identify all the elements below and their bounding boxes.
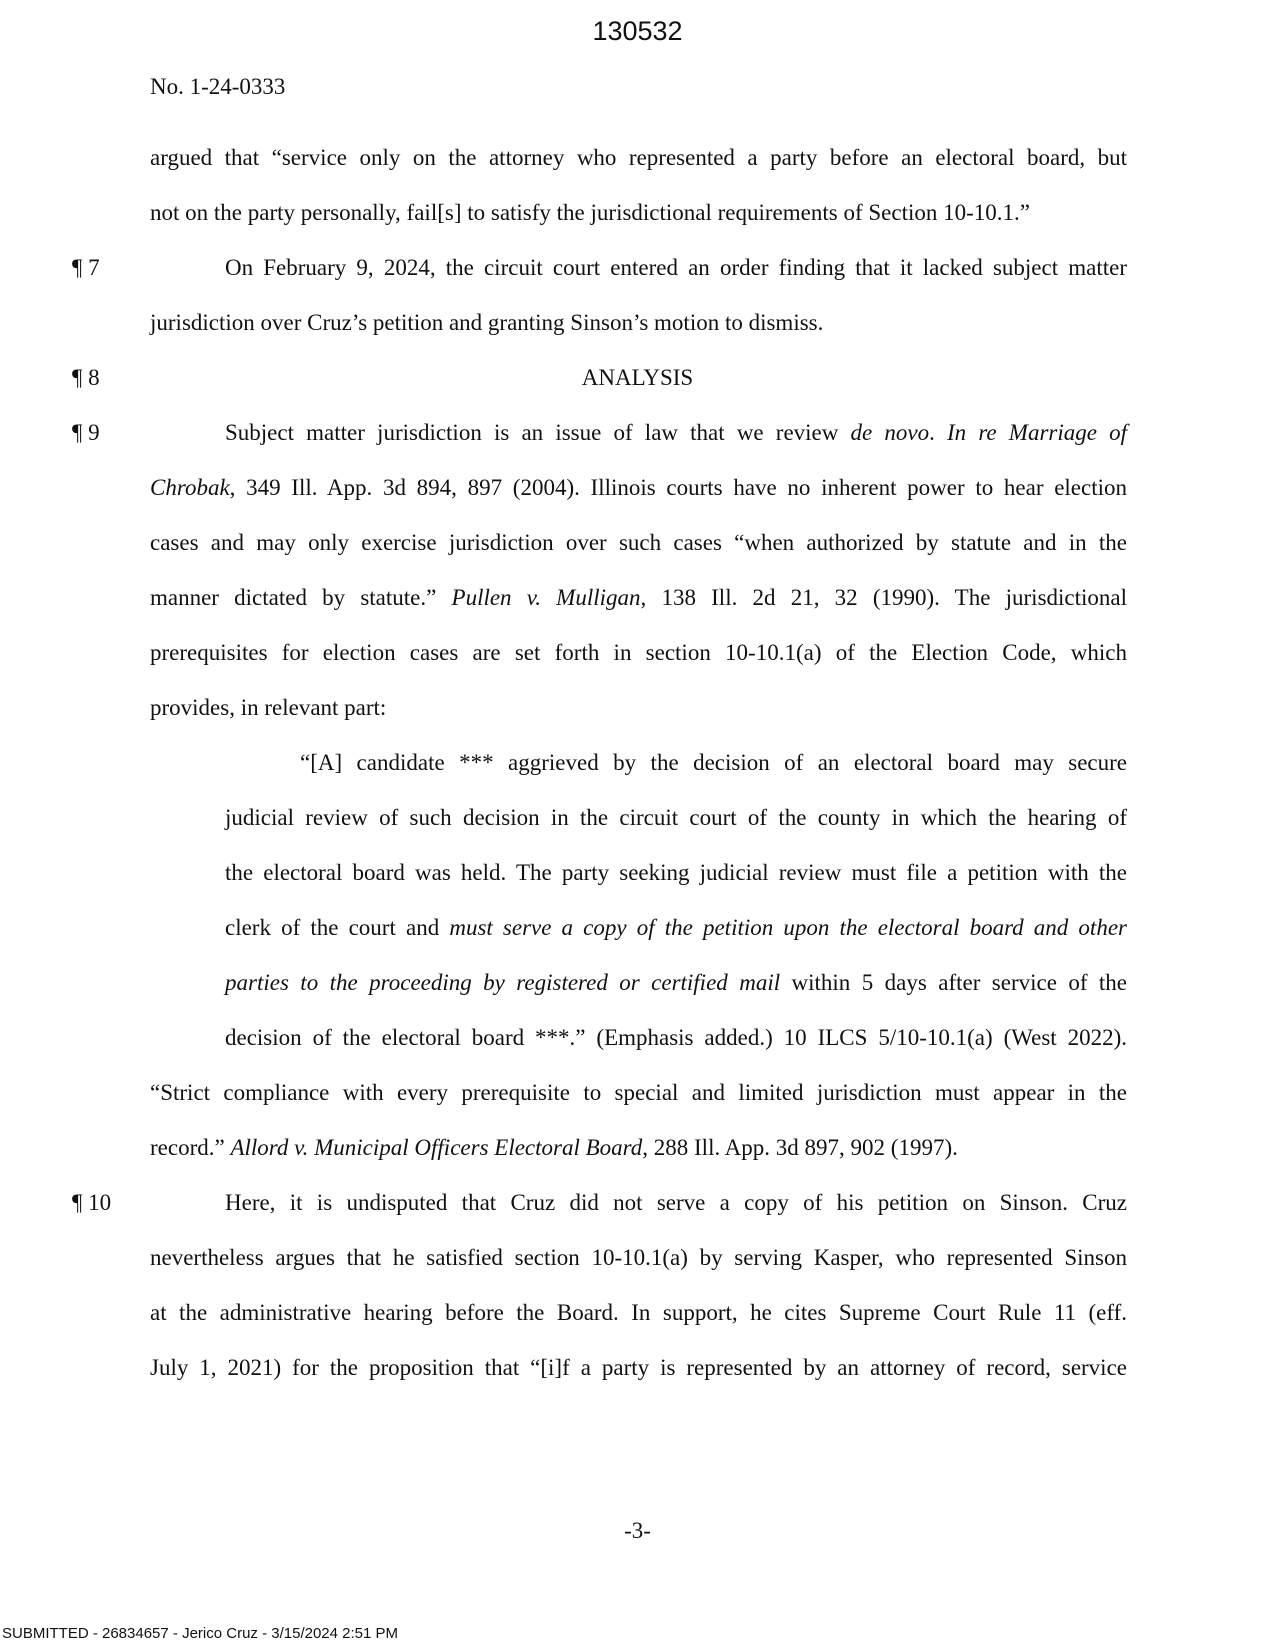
p9-line-8: record.” Allord v. Municipal Officers Electoral Board, 288 Ill. App. 3d 897, 902 (1997). bbox=[150, 1135, 958, 1160]
filing-stamp-number: 130532 bbox=[592, 16, 683, 46]
emphasized-text: must serve a copy of the petition upon the electoral board and other bbox=[449, 915, 1127, 940]
quote-line-1: “[A] candidate *** aggrieved by the decision of an electoral board may secure bbox=[300, 750, 1127, 775]
case-citation: Pullen v. Mulligan bbox=[451, 585, 641, 610]
quote-line-5: parties to the proceeding by registered or certified mail within 5 days after service of the bbox=[225, 970, 1128, 995]
p9-line-7: “Strict compliance with every prerequisite to special and limited jurisdiction must appear in the bbox=[150, 1080, 1127, 1105]
case-citation: Allord v. Municipal Officers Electoral Board bbox=[230, 1135, 643, 1160]
paragraph-number-9: ¶ 9 bbox=[72, 420, 100, 445]
p9-line-6: provides, in relevant part: bbox=[150, 695, 387, 720]
page-number: -3- bbox=[624, 1518, 651, 1543]
quote-line-2: judicial review of such decision in the circuit court of the county in which the hearing of bbox=[225, 805, 1127, 830]
paragraph-number-7: ¶ 7 bbox=[72, 255, 100, 280]
p10-line-3: at the administrative hearing before the Board. In support, he cites Supreme Court Rule 11 (eff. bbox=[150, 1300, 1127, 1325]
quote-line-3: the electoral board was held. The party seeking judicial review must file a petition with the bbox=[225, 860, 1127, 885]
p7-line-1: On February 9, 2024, the circuit court entered an order finding that it lacked subject matter bbox=[225, 255, 1127, 280]
case-citation: In re Marriage of bbox=[947, 420, 1127, 445]
p9-line-1: Subject matter jurisdiction is an issue of law that we review de novo. In re Marriage of bbox=[225, 420, 1127, 445]
p9-line-2: Chrobak, 349 Ill. App. 3d 894, 897 (2004). Illinois courts have no inherent power to hear election bbox=[150, 475, 1127, 500]
case-citation: Chrobak bbox=[150, 475, 230, 500]
quote-line-6: decision of the electoral board ***.” (Emphasis added.) 10 ILCS 5/10-10.1(a) (West 2022). bbox=[225, 1025, 1127, 1050]
emphasized-text: parties to the proceeding by registered or certified mail bbox=[225, 970, 781, 995]
p9-line-5: prerequisites for election cases are set forth in section 10-10.1(a) of the Election Code, which bbox=[150, 640, 1127, 665]
p6-line-1: argued that “service only on the attorney who represented a party before an electoral board, but bbox=[150, 145, 1127, 170]
p9-line-4: manner dictated by statute.” Pullen v. Mulligan, 138 Ill. 2d 21, 32 (1990). The jurisdictional bbox=[150, 585, 1127, 610]
paragraph-number-10: ¶ 10 bbox=[72, 1190, 112, 1215]
p10-line-1: Here, it is undisputed that Cruz did not serve a copy of his petition on Sinson. Cruz bbox=[225, 1190, 1127, 1215]
p6-line-2: not on the party personally, fail[s] to satisfy the jurisdictional requirements of Section 10-10.1.” bbox=[150, 200, 1030, 225]
p7-line-2: jurisdiction over Cruz’s petition and granting Sinson’s motion to dismiss. bbox=[150, 310, 824, 335]
italic-term: de novo bbox=[850, 420, 930, 445]
quote-line-4: clerk of the court and must serve a copy of the petition upon the electoral board and other bbox=[225, 915, 1127, 940]
case-number: No. 1-24-0333 bbox=[150, 74, 286, 99]
p10-line-2: nevertheless argues that he satisfied section 10-10.1(a) by serving Kasper, who represented Sinson bbox=[150, 1245, 1127, 1270]
p10-line-4: July 1, 2021) for the proposition that “[i]f a party is represented by an attorney of record, service bbox=[150, 1355, 1127, 1380]
p9-line-3: cases and may only exercise jurisdiction over such cases “when authorized by statute and in the bbox=[150, 530, 1127, 555]
paragraph-number-8: ¶ 8 bbox=[72, 365, 100, 390]
section-heading: ANALYSIS bbox=[581, 365, 694, 390]
submission-stamp: SUBMITTED - 26834657 - Jerico Cruz - 3/15/2024 2:51 PM bbox=[2, 1625, 399, 1642]
